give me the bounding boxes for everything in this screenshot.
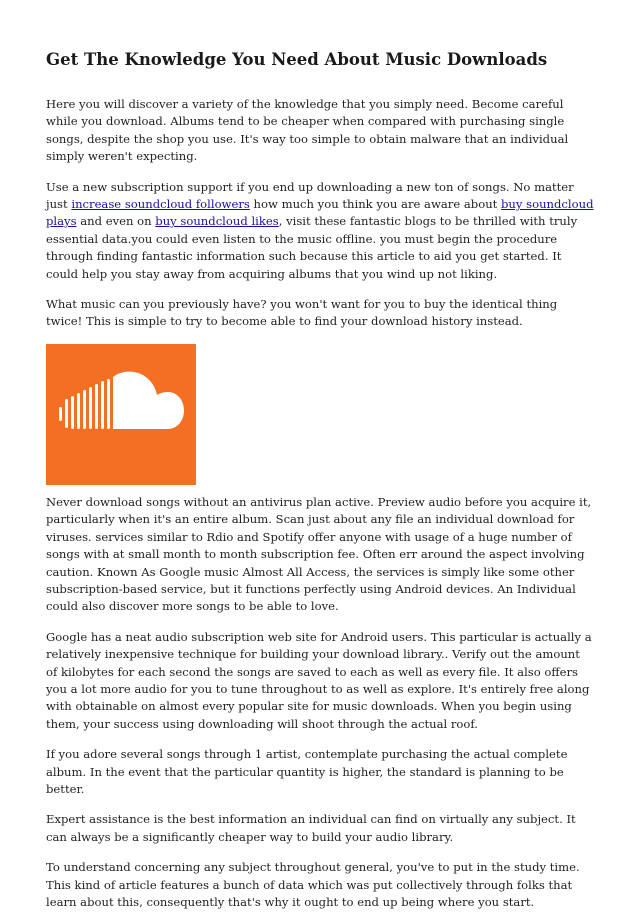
paragraph-expert: Expert assistance is the best information an individual can find on virtually any subject. It can always be a significantly cheaper way to build your audio library. — [46, 812, 576, 844]
paragraph-google: Google has a neat audio subscription web site for Android users. This particular is actually a relatively inexpensive technique for building your download library.. Verify out the amount of kilobytes for each second the songs are saved to each as well as every file. It also offers you a lot more audio for you to tune throughout to as well as explore. It's entirely free along with obtainable on almost every popular site for music downloads. When you begin using them, your success using downloading will shoot through the actual roof. — [46, 629, 592, 731]
paragraph-subscription — [46, 179, 594, 283]
paragraph-antivirus: Never download songs without an antivirus plan active. Preview audio before you acquire it, particularly when it's an entire album. Scan just about any file an individual download for viruses. services similar to Rdio and Spotify offer anyone with usage of a huge number of songs with at small month to month subscription fee. Often err around the aspect involving caution. Known As Google music Almost All Access, the services is simply like some other subscription-based service, but it functions perfectly using Android devices. An Individual could also discover more songs to be able to love. — [46, 494, 592, 614]
link-increase-soundcloud-followers[interactable]: increase soundcloud followers — [71, 197, 250, 212]
paragraph-history: What music can you previously have? you won't want for you to buy the identical thing twice! This is simple to try to become able to find your download history instead. — [46, 297, 558, 329]
paragraph-intro: Here you will discover a variety of the knowledge that you simply need. Become careful while you download. Albums tend to be cheaper when compared with purchasing single songs, despite the shop you use. It's way too simple to obtain malware that an individual simply weren't expecting. — [46, 97, 569, 164]
soundcloud-logo-icon — [46, 344, 196, 485]
paragraph-study: To understand concerning any subject throughout general, you've to put in the study time. This kind of article features a bunch of data which was put collectively through folks that learn about this, consequently that's why it ought to end up being where you start. — [46, 860, 580, 909]
paragraph-album: If you adore several songs through 1 artist, contemplate purchasing the actual complete album. In the event that the particular quantity is higher, the standard is planning to be better. — [46, 747, 568, 796]
text-segment: and even on — [76, 214, 156, 229]
text-segment: how much you think you are aware about — [249, 197, 502, 212]
page-title: Get The Knowledge You Need About Music Downloads — [46, 50, 548, 69]
text-segment: Use a new subscription support if you end up downloading a new ton of songs. No matter just — [46, 179, 574, 212]
link-buy-soundcloud-likes[interactable]: buy soundcloud likes — [155, 214, 279, 229]
article — [46, 50, 594, 924]
link-buy-soundcloud-plays[interactable]: buy soundcloud plays — [46, 197, 594, 229]
text-segment: , visit these fantastic blogs to be thrilled with truly essential data.you could even listen to the music offline. you must begin the procedure through finding fantastic information such because this article to aid you get started. It could help you stay away from acquiring albums that you wind up not liking. — [46, 214, 578, 281]
